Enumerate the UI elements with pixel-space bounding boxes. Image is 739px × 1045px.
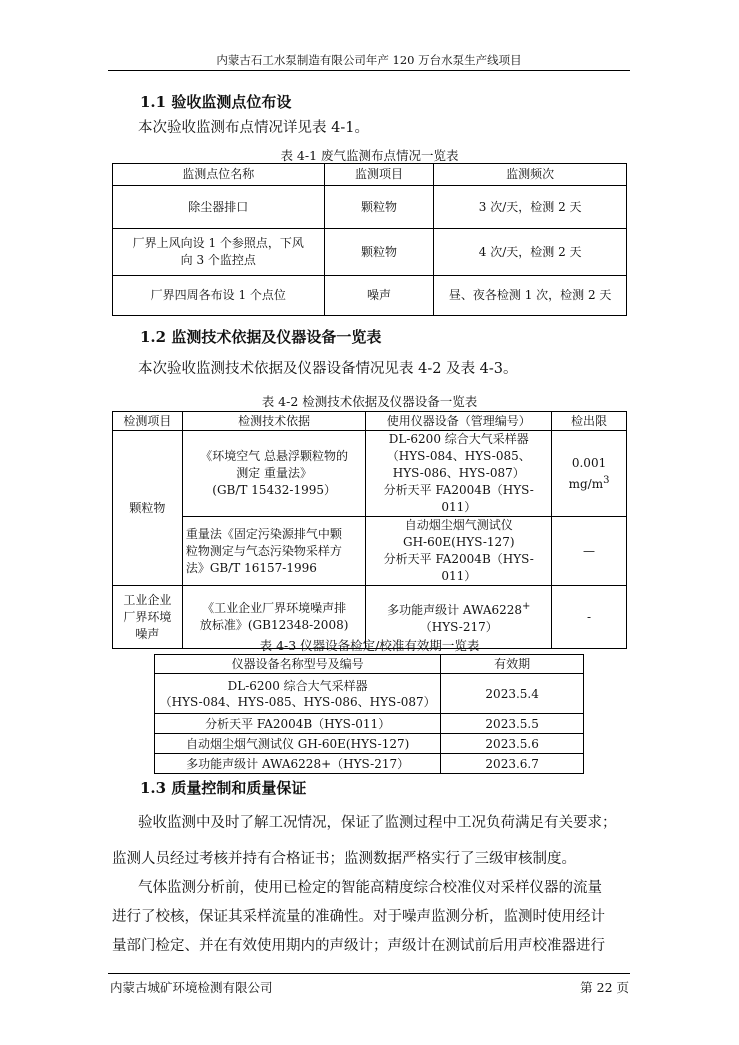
table-cell: 颗粒物	[324, 229, 434, 276]
table-cell: 2023.5.5	[441, 714, 584, 734]
table-cell: 自动烟尘烟气测试仪 GH-60E(HYS-127) 分析天平 FA2004B（HYS-011）	[366, 517, 552, 586]
table-cell: 昼、夜各检测 1 次，检测 2 天	[434, 276, 627, 316]
table-row	[113, 229, 627, 276]
paragraph-line: 量部门检定、并在有效使用期内的声级计；声级计在测试前后用声校准器进行	[112, 938, 605, 954]
table-cell: 厂界四周各布设 1 个点位	[113, 276, 325, 316]
section-heading-1-3: 1.3 质量控制和质量保证	[140, 779, 307, 797]
table-row	[113, 517, 627, 586]
section-1-1-intro: 本次验收监测布点情况详见表 4-1。	[138, 120, 369, 136]
table-cell: 自动烟尘烟气测试仪 GH-60E(HYS-127)	[155, 734, 441, 754]
footer-page-number: 第 22 页	[580, 980, 629, 995]
table-4-3-caption: 表 4-3 仪器设备检定/校准有效期一览表	[259, 638, 480, 653]
footer-rule	[108, 973, 630, 974]
table-4-1	[112, 163, 627, 316]
table-row	[155, 674, 584, 714]
header-rule	[108, 70, 630, 71]
table-cell: 4 次/天，检测 2 天	[434, 229, 627, 276]
paragraph-line: 进行了校核，保证其采样流量的准确性。对于噪声监测分析，监测时使用经计	[112, 909, 605, 925]
table-cell: 《环境空气 总悬浮颗粒物的 测定 重量法》 (GB/T 15432-1995）	[182, 431, 366, 517]
table-row	[113, 276, 627, 316]
table-row	[155, 754, 584, 774]
table-cell: 颗粒物	[113, 431, 183, 586]
table-cell: 3 次/天，检测 2 天	[434, 186, 627, 229]
paragraph-line: 监测人员经过考核并持有合格证书；监测数据严格实行了三级审核制度。	[112, 851, 576, 867]
table-cell: 《工业企业厂界环境噪声排 放标准》(GB12348-2008)	[182, 586, 366, 649]
equipment-code: （HYS-217）	[419, 620, 498, 634]
table-header-cell: 使用仪器设备（管理编号）	[366, 412, 552, 431]
table-cell: 2023.5.6	[441, 734, 584, 754]
table-header-cell: 监测点位名称	[113, 164, 325, 186]
table-cell: DL-6200 综合大气采样器 （HYS-084、HYS-085、 HYS-086、HYS-087） 分析天平 FA2004B（HYS-011）	[366, 431, 552, 517]
table-cell: 重量法《固定污染源排气中颗 粒物测定与气态污染物采样方 法》GB/T 16157-1996	[182, 517, 366, 586]
table-header-cell: 检测技术依据	[182, 412, 366, 431]
table-cell: 2023.6.7	[441, 754, 584, 774]
table-row	[155, 714, 584, 734]
table-cell: 噪声	[324, 276, 434, 316]
paragraph-line: 气体监测分析前，使用已检定的智能高精度综合校准仪对采样仪器的流量	[138, 880, 602, 896]
table-row	[113, 431, 627, 517]
equipment-name: 多功能声级计 AWA6228	[387, 603, 523, 617]
detection-limit-unit-sup: 3	[603, 474, 610, 486]
table-4-3	[154, 654, 584, 774]
table-header-cell: 监测频次	[434, 164, 627, 186]
table-cell: 厂界上风向设 1 个参照点，下风 向 3 个监控点	[113, 229, 325, 276]
page-header-title: 内蒙古石工水泵制造有限公司年产 120 万台水泵生产线项目	[216, 53, 522, 67]
table-cell: 多功能声级计 AWA6228+（HYS-217）	[155, 754, 441, 774]
section-1-2-intro: 本次验收监测技术依据及仪器设备情况见表 4-2 及表 4-3。	[138, 361, 518, 377]
table-4-2-caption: 表 4-2 检测技术依据及仪器设备一览表	[261, 394, 478, 409]
equipment-name-sup: +	[522, 601, 531, 612]
table-cell: 工业企业 厂界环境 噪声	[113, 586, 183, 649]
table-cell: -	[552, 586, 627, 649]
table-4-1-caption: 表 4-1 废气监测布点情况一览表	[280, 148, 459, 163]
table-cell: DL-6200 综合大气采样器 （HYS-084、HYS-085、HYS-086、HYS-087）	[155, 674, 441, 714]
table-header-cell: 监测项目	[324, 164, 434, 186]
table-4-2	[112, 411, 627, 649]
table-cell: 2023.5.4	[441, 674, 584, 714]
table-header-cell: 检出限	[552, 412, 627, 431]
table-header-cell: 检测项目	[113, 412, 183, 431]
table-cell: 颗粒物	[324, 186, 434, 229]
table-cell: 分析天平 FA2004B（HYS-011）	[155, 714, 441, 734]
footer-company: 内蒙古城矿环境检测有限公司	[110, 980, 273, 995]
detection-limit-cell	[552, 431, 627, 517]
table-row	[113, 186, 627, 229]
table-header-cell: 有效期	[441, 655, 584, 674]
section-heading-1-2: 1.2 监测技术依据及仪器设备一览表	[140, 328, 382, 346]
section-heading-1-1: 1.1 验收监测点位布设	[140, 93, 292, 111]
detection-limit-unit: mg/m	[568, 476, 604, 491]
table-cell: —	[552, 517, 627, 586]
table-header-cell: 仪器设备名称型号及编号	[155, 655, 441, 674]
paragraph-line: 验收监测中及时了解工况情况，保证了监测过程中工况负荷满足有关要求；	[138, 815, 617, 831]
table-cell: 除尘器排口	[113, 186, 325, 229]
detection-limit-value: 0.001	[571, 455, 607, 470]
table-row	[155, 734, 584, 754]
